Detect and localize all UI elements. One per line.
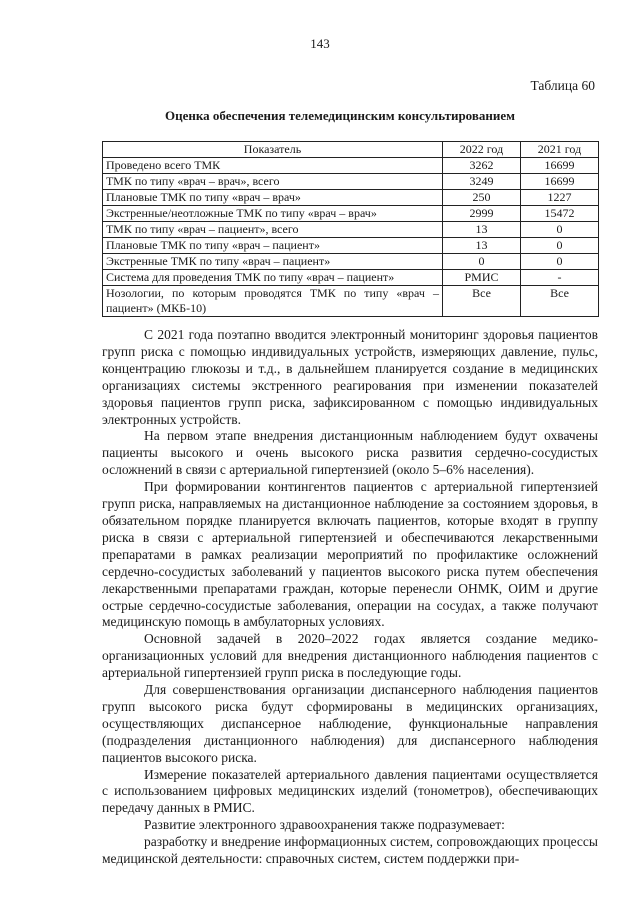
- value-2022-cell: 3249: [443, 174, 521, 190]
- indicator-cell: Экстренные/неотложные ТМК по типу «врач – врач»: [103, 206, 443, 222]
- indicator-cell: Плановые ТМК по типу «врач – врач»: [103, 190, 443, 206]
- table-row: [103, 158, 599, 174]
- paragraph: Измерение показателей артериального давления пациентами осуществляется с использованием цифровых медицинских изделий (тонометров), обеспечивающих передачу данных в РМИС.: [102, 766, 598, 816]
- body-text: [102, 327, 598, 868]
- table-title: Оценка обеспечения телемедицинским консультированием: [165, 108, 515, 123]
- value-2021-cell: Все: [521, 286, 599, 317]
- telemedicine-table: [102, 141, 599, 317]
- value-2021-cell: 1227: [521, 190, 599, 206]
- table-row: [103, 238, 599, 254]
- table-header-row: [103, 142, 599, 158]
- value-2022-cell: 3262: [443, 158, 521, 174]
- value-2022-cell: 250: [443, 190, 521, 206]
- paragraph: На первом этапе внедрения дистанционным наблюдением будут охвачены пациенты высокого и очень высокого риска развития сердечно-сосудистых осложнений в связи с артериальной гипертензией (около 5–6% населения).: [102, 428, 598, 478]
- indicator-cell: Проведено всего ТМК: [103, 158, 443, 174]
- indicator-cell: Нозологии, по которым проводятся ТМК по типу «врач – пациент» (МКБ-10): [103, 286, 443, 317]
- value-2021-cell: 0: [521, 254, 599, 270]
- table-row: [103, 222, 599, 238]
- value-2022-cell: 0: [443, 254, 521, 270]
- value-2021-cell: -: [521, 270, 599, 286]
- value-2022-cell: 2999: [443, 206, 521, 222]
- paragraph: При формировании контингентов пациентов с артериальной гипертензией групп риска, направляемых на дистанционное наблюдение за состоянием здоровья, в обязательном порядке планируется включать пациентов, которые входят в группу риска в связи с артериальной гипертензией и обеспечиваются лекарственными препаратами в рамках реализации мероприятий по профилактике осложнений сердечно-сосудистых заболеваний у пациентов высокого риска путем обеспечения лекарственными препаратами граждан, которые перенесли ОНМК, ОИМ и другие острые сердечно-сосудистые заболевания, операции на сосудах, а также получают медицинскую помощь в амбулаторных условиях.: [102, 479, 598, 630]
- indicator-cell: ТМК по типу «врач – врач», всего: [103, 174, 443, 190]
- paragraph: Для совершенствования организации диспансерного наблюдения пациентов групп высокого риска будут сформированы в медицинских организациях, осуществляющих диспансерное наблюдение, функциональные направления (подразделения дистанционного наблюдения) для диспансерного наблюдения пациентов высокого риска.: [102, 682, 598, 765]
- indicator-cell: Экстренные ТМК по типу «врач – пациент»: [103, 254, 443, 270]
- table-row: [103, 174, 599, 190]
- value-2021-cell: 0: [521, 238, 599, 254]
- table-row: [103, 190, 599, 206]
- value-2021-cell: 16699: [521, 158, 599, 174]
- paragraph: Развитие электронного здравоохранения также подразумевает:: [144, 817, 505, 833]
- paragraph: Основной задачей в 2020–2022 годах является создание медико-организационных условий для внедрения дистанционного наблюдения пациентов с артериальной гипертензией групп риска в последующие годы.: [102, 631, 598, 681]
- header-2021: 2021 год: [521, 142, 599, 158]
- value-2022-cell: Все: [443, 286, 521, 317]
- indicator-cell: ТМК по типу «врач – пациент», всего: [103, 222, 443, 238]
- header-2022: 2022 год: [443, 142, 521, 158]
- table-row: [103, 254, 599, 270]
- indicator-cell: Плановые ТМК по типу «врач – пациент»: [103, 238, 443, 254]
- value-2021-cell: 0: [521, 222, 599, 238]
- indicator-cell: Система для проведения ТМК по типу «врач – пациент»: [103, 270, 443, 286]
- value-2021-cell: 15472: [521, 206, 599, 222]
- table-row: [103, 286, 599, 317]
- header-indicator: Показатель: [103, 142, 443, 158]
- table-row: [103, 270, 599, 286]
- value-2022-cell: 13: [443, 238, 521, 254]
- page-number: 143: [310, 36, 330, 51]
- value-2022-cell: 13: [443, 222, 521, 238]
- value-2021-cell: 16699: [521, 174, 599, 190]
- paragraph: разработку и внедрение информационных систем, сопровождающих процессы медицинской деятельности: справочных систем, систем поддержки при-: [102, 834, 598, 867]
- paragraph: С 2021 года поэтапно вводится электронный мониторинг здоровья пациентов групп риска с помощью индивидуальных устройств, измеряющих давление, пульс, концентрацию глюкозы и т.д., в дальнейшем планируется создание в медицинских организациях системы экстренного реагирования при изменении показателей здоровья пациентов групп риска, зафиксированном с помощью индивидуальных электронных устройств.: [102, 327, 598, 427]
- value-2022-cell: РМИС: [443, 270, 521, 286]
- table-label: Таблица 60: [530, 78, 595, 93]
- table-row: [103, 206, 599, 222]
